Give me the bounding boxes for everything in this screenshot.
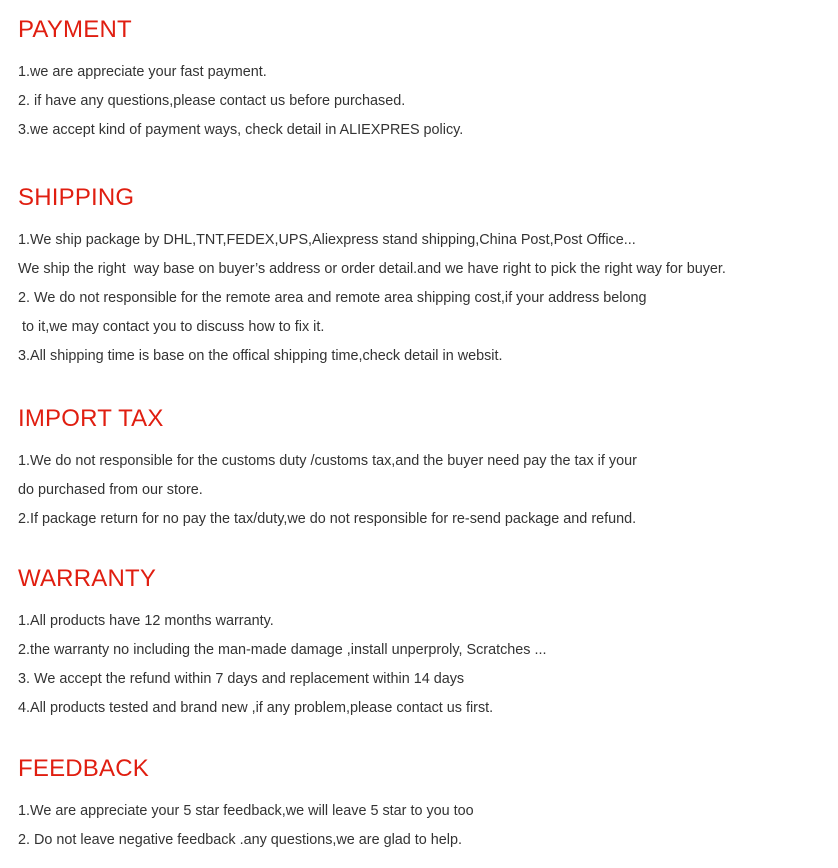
warranty-line: 2.the warranty no including the man-made damage ,install unperproly, Scratches ... bbox=[18, 642, 547, 658]
section-heading-shipping: SHIPPING bbox=[18, 184, 135, 211]
section-import-tax bbox=[18, 405, 830, 534]
import-tax-line: do purchased from our store. bbox=[18, 482, 203, 498]
payment-line: 3.we accept kind of payment ways, check detail in ALIEXPRES policy. bbox=[18, 122, 464, 138]
warranty-line: 3. We accept the refund within 7 days and replacement within 14 days bbox=[18, 671, 465, 687]
section-body-feedback bbox=[18, 797, 830, 855]
section-heading-warranty: WARRANTY bbox=[18, 565, 157, 592]
feedback-line: 2. Do not leave negative feedback .any questions,we are glad to help. bbox=[18, 832, 463, 848]
section-heading-payment: PAYMENT bbox=[18, 16, 132, 43]
section-payment bbox=[18, 16, 830, 145]
warranty-line: 1.All products have 12 months warranty. bbox=[18, 613, 274, 629]
section-body-shipping bbox=[18, 226, 830, 371]
import-tax-line: 1.We do not responsible for the customs duty /customs tax,and the buyer need pay the tax if your bbox=[18, 453, 637, 469]
shipping-line: to it,we may contact you to discuss how to fix it. bbox=[18, 319, 325, 335]
section-heading-import-tax: IMPORT TAX bbox=[18, 405, 164, 432]
shipping-line: 1.We ship package by DHL,TNT,FEDEX,UPS,Aliexpress stand shipping,China Post,Post Office... bbox=[18, 232, 636, 248]
feedback-line: 1.We are appreciate your 5 star feedback,we will leave 5 star to you too bbox=[18, 803, 474, 819]
section-shipping bbox=[18, 184, 830, 371]
section-body-import-tax bbox=[18, 447, 830, 534]
import-tax-line: 2.If package return for no pay the tax/duty,we do not responsible for re-send package and refund. bbox=[18, 511, 637, 527]
section-body-payment bbox=[18, 58, 830, 145]
payment-line: 1.we are appreciate your fast payment. bbox=[18, 64, 267, 80]
payment-line: 2. if have any questions,please contact us before purchased. bbox=[18, 93, 406, 109]
shipping-line: 3.All shipping time is base on the offical shipping time,check detail in websit. bbox=[18, 348, 503, 364]
section-feedback bbox=[18, 755, 830, 855]
shipping-line: 2. We do not responsible for the remote area and remote area shipping cost,if your address belong bbox=[18, 290, 647, 306]
shipping-line: We ship the right way base on buyer’s address or order detail.and we have right to pick the right way for buyer. bbox=[18, 261, 726, 277]
section-body-warranty bbox=[18, 607, 830, 723]
warranty-line: 4.All products tested and brand new ,if any problem,please contact us first. bbox=[18, 700, 494, 716]
section-warranty bbox=[18, 565, 830, 723]
section-heading-feedback: FEEDBACK bbox=[18, 755, 149, 782]
